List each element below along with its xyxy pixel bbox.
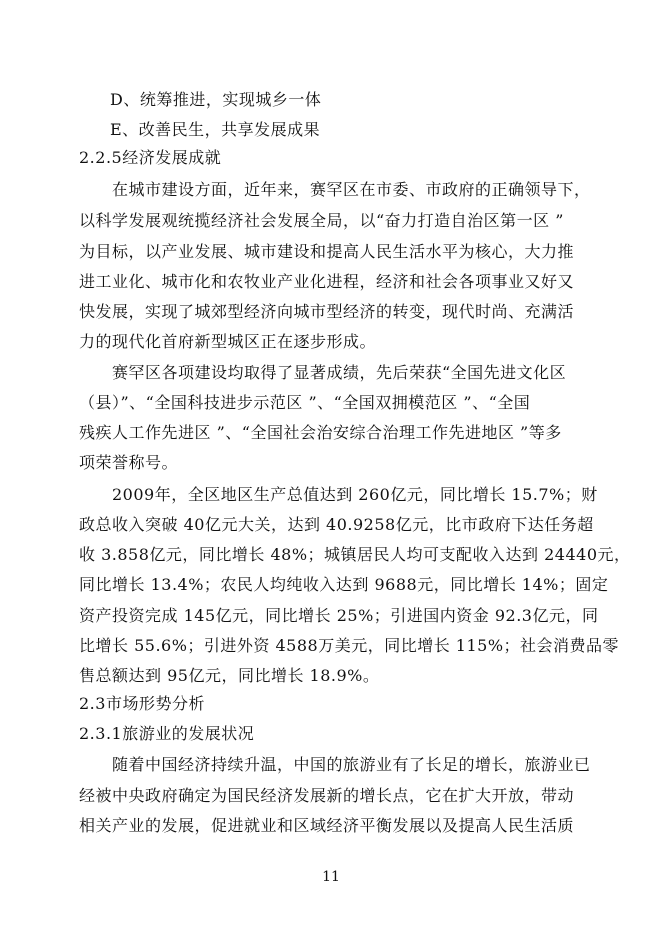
paragraph-line: 收 3.858亿元，同比增长 48%；城镇居民人均可支配收入达到 24440元， [79, 545, 631, 564]
section-heading-2-2-5: 2.2.5经济发展成就 [79, 148, 222, 167]
paragraph-line: 赛罕区各项建设均取得了显著成绩，先后荣获“全国先进文化区 [112, 363, 567, 382]
section-heading-2-3: 2.3市场形势分析 [79, 694, 205, 713]
paragraph-line: 政总收入突破 40亿元大关，达到 40.9258亿元，比市政府下达任务超 [79, 515, 594, 534]
paragraph-line: 力的现代化首府新型城区正在逐步形成。 [79, 332, 377, 351]
page-number: 11 [322, 869, 340, 885]
paragraph-line: 进工业化、城市化和农牧业产业化进程，经济和社会各项事业又好又 [79, 272, 575, 291]
paragraph-line: 为目标，以产业发展、城市建设和提高人民生活水平为核心，大力推 [79, 242, 575, 261]
section-heading-2-3-1: 2.3.1旅游业的发展状况 [79, 724, 255, 743]
paragraph-line: 随着中国经济持续升温，中国的旅游业有了长足的增长，旅游业已 [112, 755, 591, 774]
paragraph-line: 快发展，实现了城郊型经济向城市型经济的转变，现代时尚、充满活 [79, 302, 575, 321]
paragraph-line: 售总额达到 95亿元，同比增长 18.9%。 [79, 666, 380, 685]
paragraph-line: 同比增长 13.4%；农民人均纯收入达到 9688元，同比增长 14%；固定 [79, 575, 609, 594]
paragraph-line: 2009年，全区地区生产总值达到 260亿元，同比增长 15.7%；财 [112, 485, 598, 504]
paragraph-line: 项荣誉称号。 [79, 453, 179, 472]
paragraph-line: 比增长 55.6%；引进外资 4588万美元，同比增长 115%；社会消费品零 [79, 636, 620, 655]
paragraph-line: 残疾人工作先进区 ”、“全国社会治安综合治理工作先进地区 ”等多 [79, 423, 562, 442]
list-item-d: D、统筹推进，实现城乡一体 [110, 90, 322, 109]
paragraph-line: （县）”、“全国科技进步示范区 ”、“全国双拥模范区 ”、“全国 [79, 393, 531, 412]
paragraph-line: 相关产业的发展，促进就业和区域经济平衡发展以及提高人民生活质 [79, 816, 575, 835]
paragraph-line: 在城市建设方面，近年来，赛罕区在市委、市政府的正确领导下， [112, 180, 591, 199]
paragraph-line: 资产投资完成 145亿元，同比增长 25%；引进国内资金 92.3亿元，同 [79, 606, 599, 625]
paragraph-line: 以科学发展观统揽经济社会发展全局，以“奋力打造自治区第一区 ” [79, 211, 564, 230]
list-item-e: E、改善民生，共享发展成果 [110, 120, 321, 139]
paragraph-line: 经被中央政府确定为国民经济发展新的增长点，它在扩大开放，带动 [79, 786, 575, 805]
